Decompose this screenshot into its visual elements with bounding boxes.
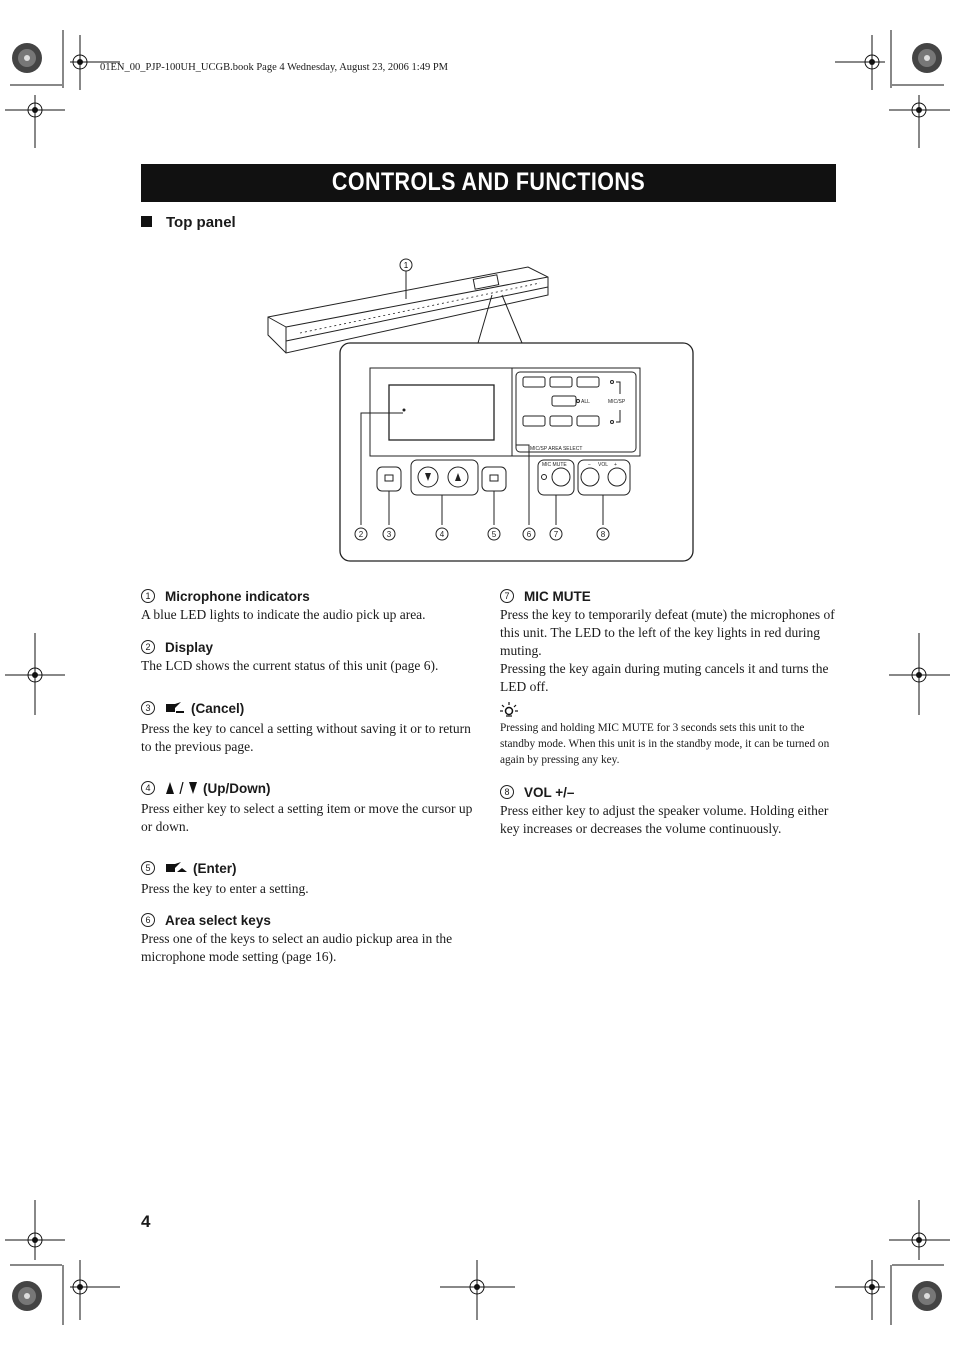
section-title: Top panel (166, 214, 236, 231)
item-title: (Up/Down) (203, 780, 271, 796)
item-body: A blue LED lights to indicate the audio pick up area. (141, 607, 426, 622)
mic-sp-label: MIC/SP (608, 399, 626, 405)
item-mic-mute (500, 586, 838, 768)
tip-bulb-icon (500, 702, 518, 718)
item-body: The LCD shows the current status of this unit (page 6). (141, 658, 439, 673)
enter-icon (165, 862, 189, 874)
item-number: 4 (141, 781, 155, 795)
cancel-icon (165, 702, 185, 714)
print-header: 01EN_00_PJP-100UH_UCGB.book Page 4 Wednesday, August 23, 2006 1:49 PM (100, 62, 448, 73)
all-label: ALL (581, 399, 590, 405)
item-title: Area select keys (165, 912, 271, 928)
item-number: 1 (141, 589, 155, 603)
item-microphone-indicators (141, 586, 481, 637)
item-title: (Enter) (193, 860, 237, 876)
callout-3-label: 3 (386, 530, 392, 539)
item-number: 8 (500, 785, 514, 799)
item-title: (Cancel) (191, 700, 245, 716)
up-down-icon (165, 782, 199, 794)
callout-4-label: 4 (439, 530, 445, 539)
item-body: Press one of the keys to select an audio pickup area in the microphone mode setting (page 16). (141, 931, 453, 964)
item-body: Press the key to cancel a setting without saving it or to return to the previous page. (141, 721, 471, 754)
section-heading (141, 214, 236, 231)
page-title: CONTROLS AND FUNCTIONS (331, 168, 646, 196)
callout-6-label: 6 (526, 530, 532, 539)
top-panel-diagram (260, 255, 700, 565)
vol-minus-label: − (588, 462, 591, 468)
callout-1-label: 1 (403, 261, 409, 270)
item-body: Press the key to temporarily defeat (mute) the microphones of this unit. The LED to the left of the key lights in red during muting. (500, 607, 835, 658)
vol-label: VOL (598, 462, 609, 468)
item-number: 2 (141, 640, 155, 654)
item-vol (500, 782, 838, 838)
tip-note: Pressing and holding MIC MUTE for 3 seconds sets this unit to the standby mode. When this unit is in the standby mode, it can be turned on again by pressing any key. (500, 722, 830, 766)
item-number: 3 (141, 701, 155, 715)
item-enter (141, 856, 481, 910)
page-number: 4 (141, 1212, 151, 1231)
item-body: Press either key to select a setting item or move the cursor up or down. (141, 801, 473, 834)
callout-2-label: 2 (358, 530, 364, 539)
callout-7-label: 7 (553, 530, 559, 539)
item-body-2: Pressing the key again during muting cancels it and turns the LED off. (500, 661, 829, 694)
area-select-label: MIC/SP AREA SELECT (530, 446, 583, 452)
square-bullet-icon (141, 216, 152, 227)
left-column (141, 586, 481, 966)
item-title: VOL +/– (524, 784, 575, 800)
item-title: Microphone indicators (165, 588, 310, 604)
item-body: Press either key to adjust the speaker volume. Holding either key increases or decreases the volume continuously. (500, 803, 829, 836)
item-title: Display (165, 639, 214, 655)
item-number: 5 (141, 861, 155, 875)
right-column (500, 586, 838, 838)
vol-plus-label: + (614, 462, 617, 468)
item-number: 7 (500, 589, 514, 603)
item-cancel (141, 696, 481, 776)
callout-8-label: 8 (600, 530, 606, 539)
callout-5-label: 5 (491, 530, 497, 539)
item-up-down (141, 776, 481, 856)
title-bar (141, 164, 836, 202)
item-title: MIC MUTE (524, 588, 591, 604)
item-area-select-keys (141, 910, 481, 966)
item-display (141, 637, 481, 696)
mic-mute-label: MIC MUTE (542, 462, 567, 468)
item-body: Press the key to enter a setting. (141, 881, 309, 896)
item-number: 6 (141, 913, 155, 927)
